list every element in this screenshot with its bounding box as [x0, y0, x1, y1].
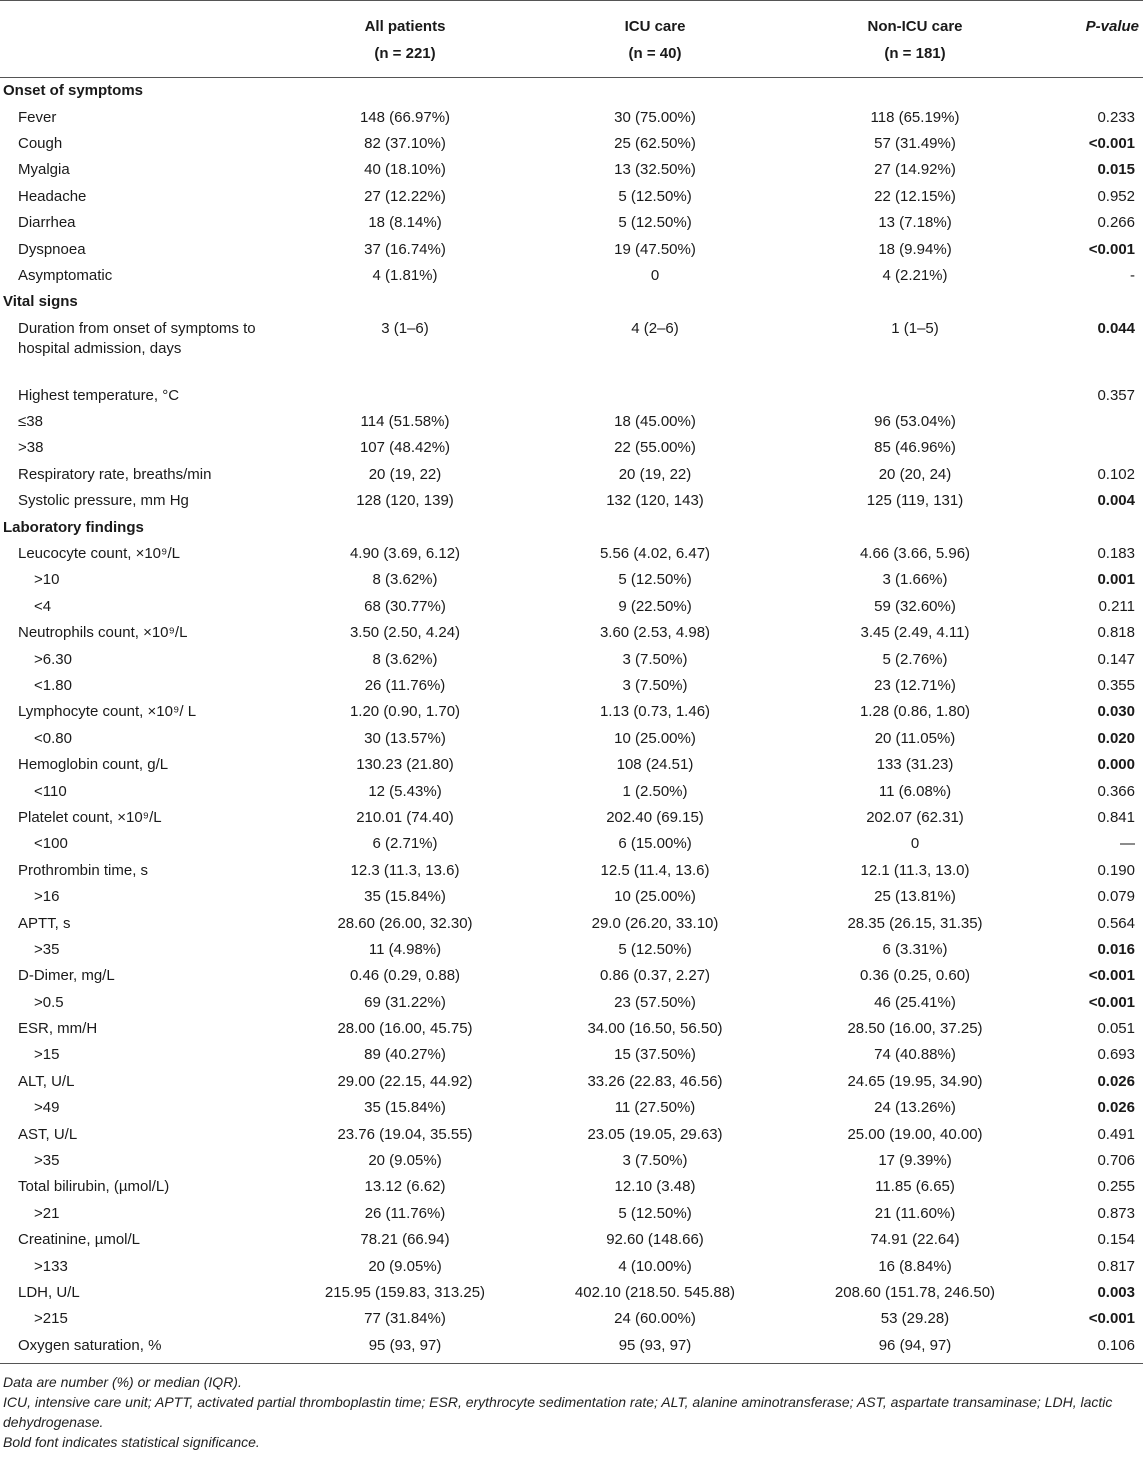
table-row: [0, 131, 1143, 157]
cell-icu-care: 402.10 (218.50. 545.88): [574, 1283, 736, 1301]
cell-icu-care: 3 (7.50%): [622, 677, 688, 694]
cell-icu-care: 10 (25.00%): [614, 729, 696, 747]
table-footnotes: [0, 1364, 1143, 1452]
cell-p-value: <0.001: [1088, 134, 1135, 152]
row-label: Fever: [18, 108, 57, 126]
row-label: >21: [34, 1204, 60, 1222]
cell-all-patients: 6 (2.71%): [372, 835, 438, 853]
cell-non-icu-care: 3.45 (2.49, 4.11): [860, 624, 970, 642]
row-label: >49: [34, 1099, 60, 1117]
cell-icu-care: 23.05 (19.05, 29.63): [587, 1125, 723, 1143]
cell-icu-care: 3 (7.50%): [622, 650, 688, 668]
cell-all-patients: 148 (66.97%): [359, 108, 451, 126]
row-label: <4: [34, 597, 52, 615]
cell-icu-care: 13 (32.50%): [614, 161, 696, 179]
cell-p-value: 0.051: [1097, 1020, 1135, 1038]
cell-p-value: 0.015: [1097, 161, 1135, 179]
table-row: [0, 1253, 1143, 1279]
cell-p-value: 0.000: [1097, 756, 1135, 774]
cell-p-value: 0.366: [1097, 782, 1135, 800]
table-row: [0, 104, 1143, 130]
cell-icu-care: 29.0 (26.20, 33.10): [591, 914, 719, 932]
table-row: [0, 1333, 1143, 1364]
cell-p-value: 0.841: [1097, 808, 1135, 826]
cell-non-icu-care: 11 (6.08%): [878, 782, 952, 800]
cell-p-value: 0.004: [1097, 492, 1135, 510]
table-row: [0, 594, 1143, 620]
table-row: [0, 210, 1143, 236]
cell-icu-care: 33.26 (22.83, 46.56): [587, 1072, 723, 1090]
cell-icu-care: 3.60 (2.53, 4.98): [599, 624, 711, 642]
cell-non-icu-care: 57 (31.49%): [874, 134, 956, 152]
header-all-patients: All patients: [280, 1, 530, 41]
cell-icu-care: 34.00 (16.50, 56.50): [587, 1020, 723, 1038]
row-label: ALT, U/L: [18, 1072, 75, 1090]
cell-all-patients: 26 (11.76%): [364, 1204, 446, 1222]
cell-icu-care: 10 (25.00%): [614, 888, 696, 906]
cell-non-icu-care: 11.85 (6.65): [875, 1178, 955, 1196]
table-row: [0, 157, 1143, 183]
table-row: [0, 1016, 1143, 1042]
cell-icu-care: 1.13 (0.73, 1.46): [599, 703, 711, 721]
cell-all-patients: 8 (3.62%): [372, 650, 438, 668]
table-row: [0, 910, 1143, 936]
row-label: ≤38: [18, 413, 43, 431]
cell-icu-care: [530, 383, 780, 409]
table-row: [0, 963, 1143, 989]
footnote-abbreviations: ICU, intensive care unit; APTT, activated partial thromboplastin time; ESR, erythrocyte sedimentation rate; ALT, alanine aminotransferase; AST, aspartate transaminase; LDH, lactic dehydrogenase.: [3, 1393, 1113, 1430]
cell-icu-care: 11 (27.50%): [614, 1099, 696, 1117]
row-label: >6.30: [34, 650, 72, 668]
cell-p-value: 0.564: [1097, 914, 1135, 932]
cell-icu-care: 25 (62.50%): [614, 134, 696, 152]
row-label: Headache: [18, 187, 87, 205]
table-row: [0, 488, 1143, 514]
cell-non-icu-care: 24 (13.26%): [874, 1099, 956, 1117]
cell-non-icu-care: 202.07 (62.31): [866, 808, 964, 826]
cell-non-icu-care: 0.36 (0.25, 0.60): [859, 967, 971, 985]
cell-icu-care: 5 (12.50%): [618, 940, 692, 958]
header-blank-2: [0, 40, 280, 78]
cell-p-value: 0.147: [1097, 650, 1135, 668]
cell-non-icu-care: 27 (14.92%): [874, 161, 956, 179]
cell-non-icu-care: 22 (12.15%): [874, 187, 956, 205]
table-row: [0, 383, 1143, 409]
cell-p-value: <0.001: [1088, 993, 1135, 1011]
cell-all-patients: 4.90 (3.69, 6.12): [349, 545, 461, 563]
row-label: >15: [34, 1046, 60, 1064]
cell-p-value: 0.706: [1097, 1152, 1135, 1170]
cell-all-patients: 69 (31.22%): [364, 993, 446, 1011]
cell-p-value: [1050, 409, 1143, 435]
cell-icu-care: 5.56 (4.02, 6.47): [599, 545, 711, 563]
cell-non-icu-care: 13 (7.18%): [878, 214, 952, 232]
cell-all-patients: 20 (9.05%): [368, 1257, 442, 1275]
header-non-icu-care: Non-ICU care: [780, 1, 1050, 41]
cell-p-value: 0.044: [1097, 319, 1135, 337]
table-row: [0, 1069, 1143, 1095]
cell-p-value: 0.357: [1097, 386, 1135, 404]
cell-non-icu-care: 28.35 (26.15, 31.35): [847, 914, 983, 932]
cell-non-icu-care: 16 (8.84%): [878, 1257, 952, 1275]
section-heading: Onset of symptoms: [3, 82, 144, 100]
cell-all-patients: 30 (13.57%): [364, 729, 446, 747]
cell-non-icu-care: 3 (1.66%): [882, 571, 948, 589]
cell-all-patients: 12.3 (11.3, 13.6): [350, 861, 460, 879]
cell-non-icu-care: 12.1 (11.3, 13.0): [860, 861, 970, 879]
cell-icu-care: 202.40 (69.15): [606, 808, 704, 826]
cell-p-value: 0.026: [1097, 1072, 1135, 1090]
row-label: <1.80: [34, 677, 72, 694]
row-label: Asymptomatic: [18, 266, 113, 284]
cell-p-value: 0.020: [1097, 729, 1135, 747]
cell-p-value: 0.255: [1097, 1178, 1135, 1196]
cell-non-icu-care: 1.28 (0.86, 1.80): [859, 703, 971, 721]
cell-icu-care: 12.5 (11.4, 13.6): [600, 861, 710, 879]
cell-all-patients: 29.00 (22.15, 44.92): [337, 1072, 473, 1090]
cell-icu-care: 30 (75.00%): [614, 108, 696, 126]
cell-non-icu-care: 20 (11.05%): [874, 729, 956, 747]
cell-all-patients: 130.23 (21.80): [356, 756, 454, 774]
cell-icu-care: 5 (12.50%): [618, 1204, 692, 1222]
table-row: [0, 1148, 1143, 1174]
cell-non-icu-care: 96 (53.04%): [874, 413, 956, 431]
table-row: [0, 184, 1143, 210]
row-label: Total bilirubin, (µmol/L): [18, 1178, 170, 1196]
cell-p-value: 0.003: [1097, 1283, 1135, 1301]
cell-non-icu-care: 24.65 (19.95, 34.90): [847, 1072, 983, 1090]
table-row: [0, 1121, 1143, 1147]
row-label: >0.5: [34, 993, 64, 1011]
row-label: >35: [34, 940, 60, 958]
section-row: [0, 514, 1143, 540]
cell-icu-care: 3 (7.50%): [622, 1152, 688, 1170]
cell-p-value: 0.693: [1097, 1046, 1135, 1064]
cell-p-value: 0.030: [1097, 703, 1135, 721]
cell-p-value: 0.491: [1097, 1125, 1135, 1143]
cell-all-patients: 210.01 (74.40): [356, 808, 454, 826]
table-row: [0, 1042, 1143, 1068]
cell-all-patients: 78.21 (66.94): [360, 1231, 450, 1249]
cell-icu-care: 5 (12.50%): [618, 571, 692, 589]
cell-non-icu-care: 59 (32.60%): [874, 597, 956, 615]
row-label: >16: [34, 888, 60, 906]
table-row: [0, 263, 1143, 289]
cell-all-patients: 89 (40.27%): [364, 1046, 446, 1064]
cell-all-patients: 35 (15.84%): [364, 1099, 446, 1117]
cell-icu-care: 15 (37.50%): [614, 1046, 696, 1064]
cell-non-icu-care: 4.66 (3.66, 5.96): [859, 545, 971, 563]
cell-non-icu-care: 74 (40.88%): [874, 1046, 956, 1064]
footnote-bold-meaning: Bold font indicates statistical significance.: [3, 1433, 260, 1450]
table-row: [0, 805, 1143, 831]
cell-non-icu-care: 23 (12.71%): [874, 677, 956, 694]
cell-p-value: <0.001: [1088, 240, 1135, 258]
row-label: >133: [34, 1257, 68, 1275]
table-row: [0, 937, 1143, 963]
cell-non-icu-care: [780, 383, 1050, 409]
cell-non-icu-care: 21 (11.60%): [874, 1204, 956, 1222]
cell-all-patients: 77 (31.84%): [364, 1310, 446, 1328]
header-blank-3: [1050, 40, 1143, 78]
row-label: Platelet count, ×10⁹/L: [18, 808, 162, 826]
cell-all-patients: 3.50 (2.50, 4.24): [349, 624, 461, 642]
cell-all-patients: 3 (1–6): [381, 319, 429, 337]
section-heading: Laboratory findings: [3, 518, 144, 536]
row-label: >215: [34, 1310, 68, 1328]
row-label: ESR, mm/H: [18, 1020, 98, 1038]
row-label: Respiratory rate, breaths/min: [18, 465, 212, 483]
cell-icu-care: 6 (15.00%): [618, 835, 692, 853]
cell-non-icu-care: 1 (1–5): [891, 319, 939, 337]
cell-all-patients: 23.76 (19.04, 35.55): [337, 1125, 473, 1143]
cell-p-value: 0.154: [1097, 1231, 1135, 1249]
table-row: [0, 462, 1143, 488]
row-label: Oxygen saturation, %: [0, 1333, 280, 1364]
row-label: Duration from onset of symptoms to hospital admission, days: [18, 319, 256, 357]
cell-icu-care: 9 (22.50%): [618, 597, 692, 615]
row-label: <100: [34, 835, 68, 853]
table-row: [0, 1306, 1143, 1332]
cell-p-value: 0.266: [1097, 214, 1135, 232]
cell-p-value: 0.817: [1097, 1257, 1135, 1275]
cell-non-icu-care: 18 (9.94%): [878, 240, 952, 258]
cell-p-value: <0.001: [1088, 967, 1135, 985]
cell-p-value: 0.001: [1097, 571, 1135, 589]
cell-all-patients: 114 (51.58%): [360, 413, 450, 431]
table-row: [0, 673, 1143, 699]
cell-non-icu-care: 208.60 (151.78, 246.50): [834, 1283, 996, 1301]
row-label: Leucocyte count, ×10⁹/L: [18, 545, 180, 563]
cell-all-patients: 4 (1.81%): [372, 266, 438, 284]
cell-icu-care: 95 (93, 97): [530, 1333, 780, 1364]
row-label: Highest temperature, °C: [18, 386, 180, 404]
cell-icu-care: 5 (12.50%): [618, 214, 692, 232]
row-label: Myalgia: [18, 161, 70, 179]
cell-all-patients: 35 (15.84%): [364, 888, 446, 906]
table-row: [0, 990, 1143, 1016]
cell-p-value: [1050, 435, 1143, 461]
row-label: Creatinine, µmol/L: [18, 1231, 141, 1249]
cell-all-patients: 107 (48.42%): [359, 439, 451, 457]
cell-all-patients: 215.95 (159.83, 313.25): [324, 1283, 486, 1301]
cell-p-value: 0.079: [1097, 888, 1135, 906]
cell-non-icu-care: 125 (119, 131): [866, 492, 964, 510]
table-row: [0, 1095, 1143, 1121]
cell-icu-care: 19 (47.50%): [614, 240, 696, 258]
cell-icu-care: 0.86 (0.37, 2.27): [599, 967, 711, 985]
cell-icu-care: 22 (55.00%): [614, 439, 696, 457]
cell-icu-care: 18 (45.00%): [614, 413, 696, 431]
cell-p-value: 0.026: [1097, 1099, 1135, 1117]
cell-all-patients: 0.46 (0.29, 0.88): [349, 967, 461, 985]
table-row: [0, 752, 1143, 778]
header-icu-n: (n = 40): [530, 40, 780, 78]
cell-icu-care: 4 (2–6): [631, 319, 679, 337]
table-row: [0, 316, 1143, 383]
row-label: Diarrhea: [18, 214, 76, 232]
cell-p-value: —: [1120, 835, 1135, 853]
table-row: [0, 620, 1143, 646]
row-label: D-Dimer, mg/L: [18, 967, 115, 985]
cell-icu-care: 24 (60.00%): [614, 1310, 696, 1328]
table-row: [0, 1227, 1143, 1253]
cell-all-patients: 12 (5.43%): [368, 782, 442, 800]
cell-all-patients: 26 (11.76%): [364, 677, 446, 694]
cell-all-patients: 37 (16.74%): [364, 240, 446, 258]
cell-non-icu-care: 0: [910, 835, 920, 853]
cell-all-patients: 28.60 (26.00, 32.30): [337, 914, 473, 932]
cell-all-patients: 95 (93, 97): [280, 1333, 530, 1364]
cell-non-icu-care: 46 (25.41%): [874, 993, 956, 1011]
footnote-data-format: Data are number (%) or median (IQR).: [3, 1373, 242, 1390]
table-row: [0, 646, 1143, 672]
cell-icu-care: 23 (57.50%): [614, 993, 696, 1011]
cell-non-icu-care: 25 (13.81%): [874, 888, 956, 906]
cell-p-value: 0.106: [1050, 1333, 1143, 1364]
cell-p-value: 0.016: [1097, 940, 1135, 958]
cell-icu-care: 12.10 (3.48): [614, 1178, 696, 1196]
cell-all-patients: 18 (8.14%): [368, 214, 442, 232]
cell-all-patients: 28.00 (16.00, 45.75): [337, 1020, 473, 1038]
cell-non-icu-care: 85 (46.96%): [874, 439, 956, 457]
cell-p-value: 0.818: [1097, 624, 1135, 642]
table-row: [0, 567, 1143, 593]
cell-non-icu-care: 74.91 (22.64): [870, 1231, 960, 1249]
row-label: >35: [34, 1152, 60, 1170]
cell-non-icu-care: 4 (2.21%): [882, 266, 948, 284]
cell-all-patients: 13.12 (6.62): [364, 1178, 446, 1196]
cell-p-value: 0.211: [1098, 597, 1135, 615]
cell-p-value: 0.233: [1097, 108, 1135, 126]
cell-all-patients: 8 (3.62%): [372, 571, 438, 589]
cell-icu-care: 5 (12.50%): [618, 187, 692, 205]
cell-all-patients: 128 (120, 139): [356, 492, 454, 510]
table-row: [0, 699, 1143, 725]
cell-icu-care: 4 (10.00%): [618, 1257, 692, 1275]
table-row: [0, 409, 1143, 435]
cell-p-value: 0.355: [1097, 677, 1135, 694]
table-row: [0, 778, 1143, 804]
cell-p-value: 0.873: [1097, 1204, 1135, 1222]
row-label: AST, U/L: [18, 1125, 78, 1143]
table-row: [0, 726, 1143, 752]
cell-non-icu-care: 96 (94, 97): [780, 1333, 1050, 1364]
cell-p-value: -: [1130, 266, 1135, 284]
row-label: <0.80: [34, 729, 72, 747]
table-body: [0, 78, 1143, 1364]
cell-icu-care: 132 (120, 143): [606, 492, 704, 510]
cell-non-icu-care: 118 (65.19%): [870, 108, 960, 126]
cell-all-patients: 1.20 (0.90, 1.70): [349, 703, 461, 721]
row-label: Dyspnoea: [18, 240, 86, 258]
table-row: [0, 1174, 1143, 1200]
table-row: [0, 831, 1143, 857]
cell-icu-care: 1 (2.50%): [622, 782, 688, 800]
cell-non-icu-care: 133 (31.23): [876, 756, 954, 774]
header-p-value: P-value: [1050, 1, 1143, 41]
table-row: [0, 1280, 1143, 1306]
row-label: Prothrombin time, s: [18, 861, 149, 879]
row-label: APTT, s: [18, 914, 71, 932]
section-heading: Vital signs: [3, 293, 78, 311]
row-label: >38: [18, 439, 44, 457]
row-label: Systolic pressure, mm Hg: [18, 492, 189, 510]
row-label: >10: [34, 571, 60, 589]
row-label: Cough: [18, 134, 63, 152]
cell-icu-care: 20 (19, 22): [618, 465, 692, 483]
row-label: Lymphocyte count, ×10⁹/ L: [18, 703, 197, 721]
table-row: [0, 1201, 1143, 1227]
cell-all-patients: 20 (9.05%): [368, 1152, 442, 1170]
row-label: <110: [34, 782, 67, 800]
table-row: [0, 435, 1143, 461]
cell-non-icu-care: 28.50 (16.00, 37.25): [847, 1020, 983, 1038]
cell-non-icu-care: 25.00 (19.00, 40.00): [847, 1125, 983, 1143]
cell-p-value: 0.190: [1097, 861, 1135, 879]
row-label: Hemoglobin count, g/L: [18, 756, 169, 774]
header-non-icu-n: (n = 181): [780, 40, 1050, 78]
header-icu-care: ICU care: [530, 1, 780, 41]
table-header: [0, 1, 1143, 78]
cell-all-patients: 11 (4.98%): [368, 940, 442, 958]
cell-all-patients: 40 (18.10%): [364, 161, 446, 179]
cell-p-value: 0.183: [1097, 545, 1135, 563]
cell-icu-care: 108 (24.51): [616, 756, 694, 774]
table-row: [0, 541, 1143, 567]
cell-all-patients: 27 (12.22%): [364, 187, 446, 205]
cell-non-icu-care: 5 (2.76%): [882, 650, 948, 668]
cell-non-icu-care: 17 (9.39%): [878, 1152, 952, 1170]
cell-all-patients: 68 (30.77%): [364, 597, 446, 615]
cell-icu-care: 0: [650, 266, 660, 284]
row-label: Neutrophils count, ×10⁹/L: [18, 624, 188, 642]
cell-p-value: <0.001: [1088, 1310, 1135, 1328]
cell-all-patients: [280, 383, 530, 409]
row-label: LDH, U/L: [18, 1283, 80, 1301]
table-row: [0, 858, 1143, 884]
section-row: [0, 289, 1143, 315]
table-row: [0, 236, 1143, 262]
header-blank: [0, 1, 280, 41]
cell-all-patients: 20 (19, 22): [368, 465, 442, 483]
cell-all-patients: 82 (37.10%): [364, 134, 446, 152]
cell-non-icu-care: 53 (29.28): [880, 1310, 950, 1328]
cell-p-value: 0.102: [1097, 465, 1135, 483]
header-all-n: (n = 221): [280, 40, 530, 78]
cell-non-icu-care: 20 (20, 24): [878, 465, 952, 483]
section-row: [0, 78, 1143, 105]
table-row: [0, 884, 1143, 910]
cell-icu-care: 92.60 (148.66): [606, 1231, 704, 1249]
cell-non-icu-care: 6 (3.31%): [882, 940, 948, 958]
cell-p-value: 0.952: [1097, 187, 1135, 205]
